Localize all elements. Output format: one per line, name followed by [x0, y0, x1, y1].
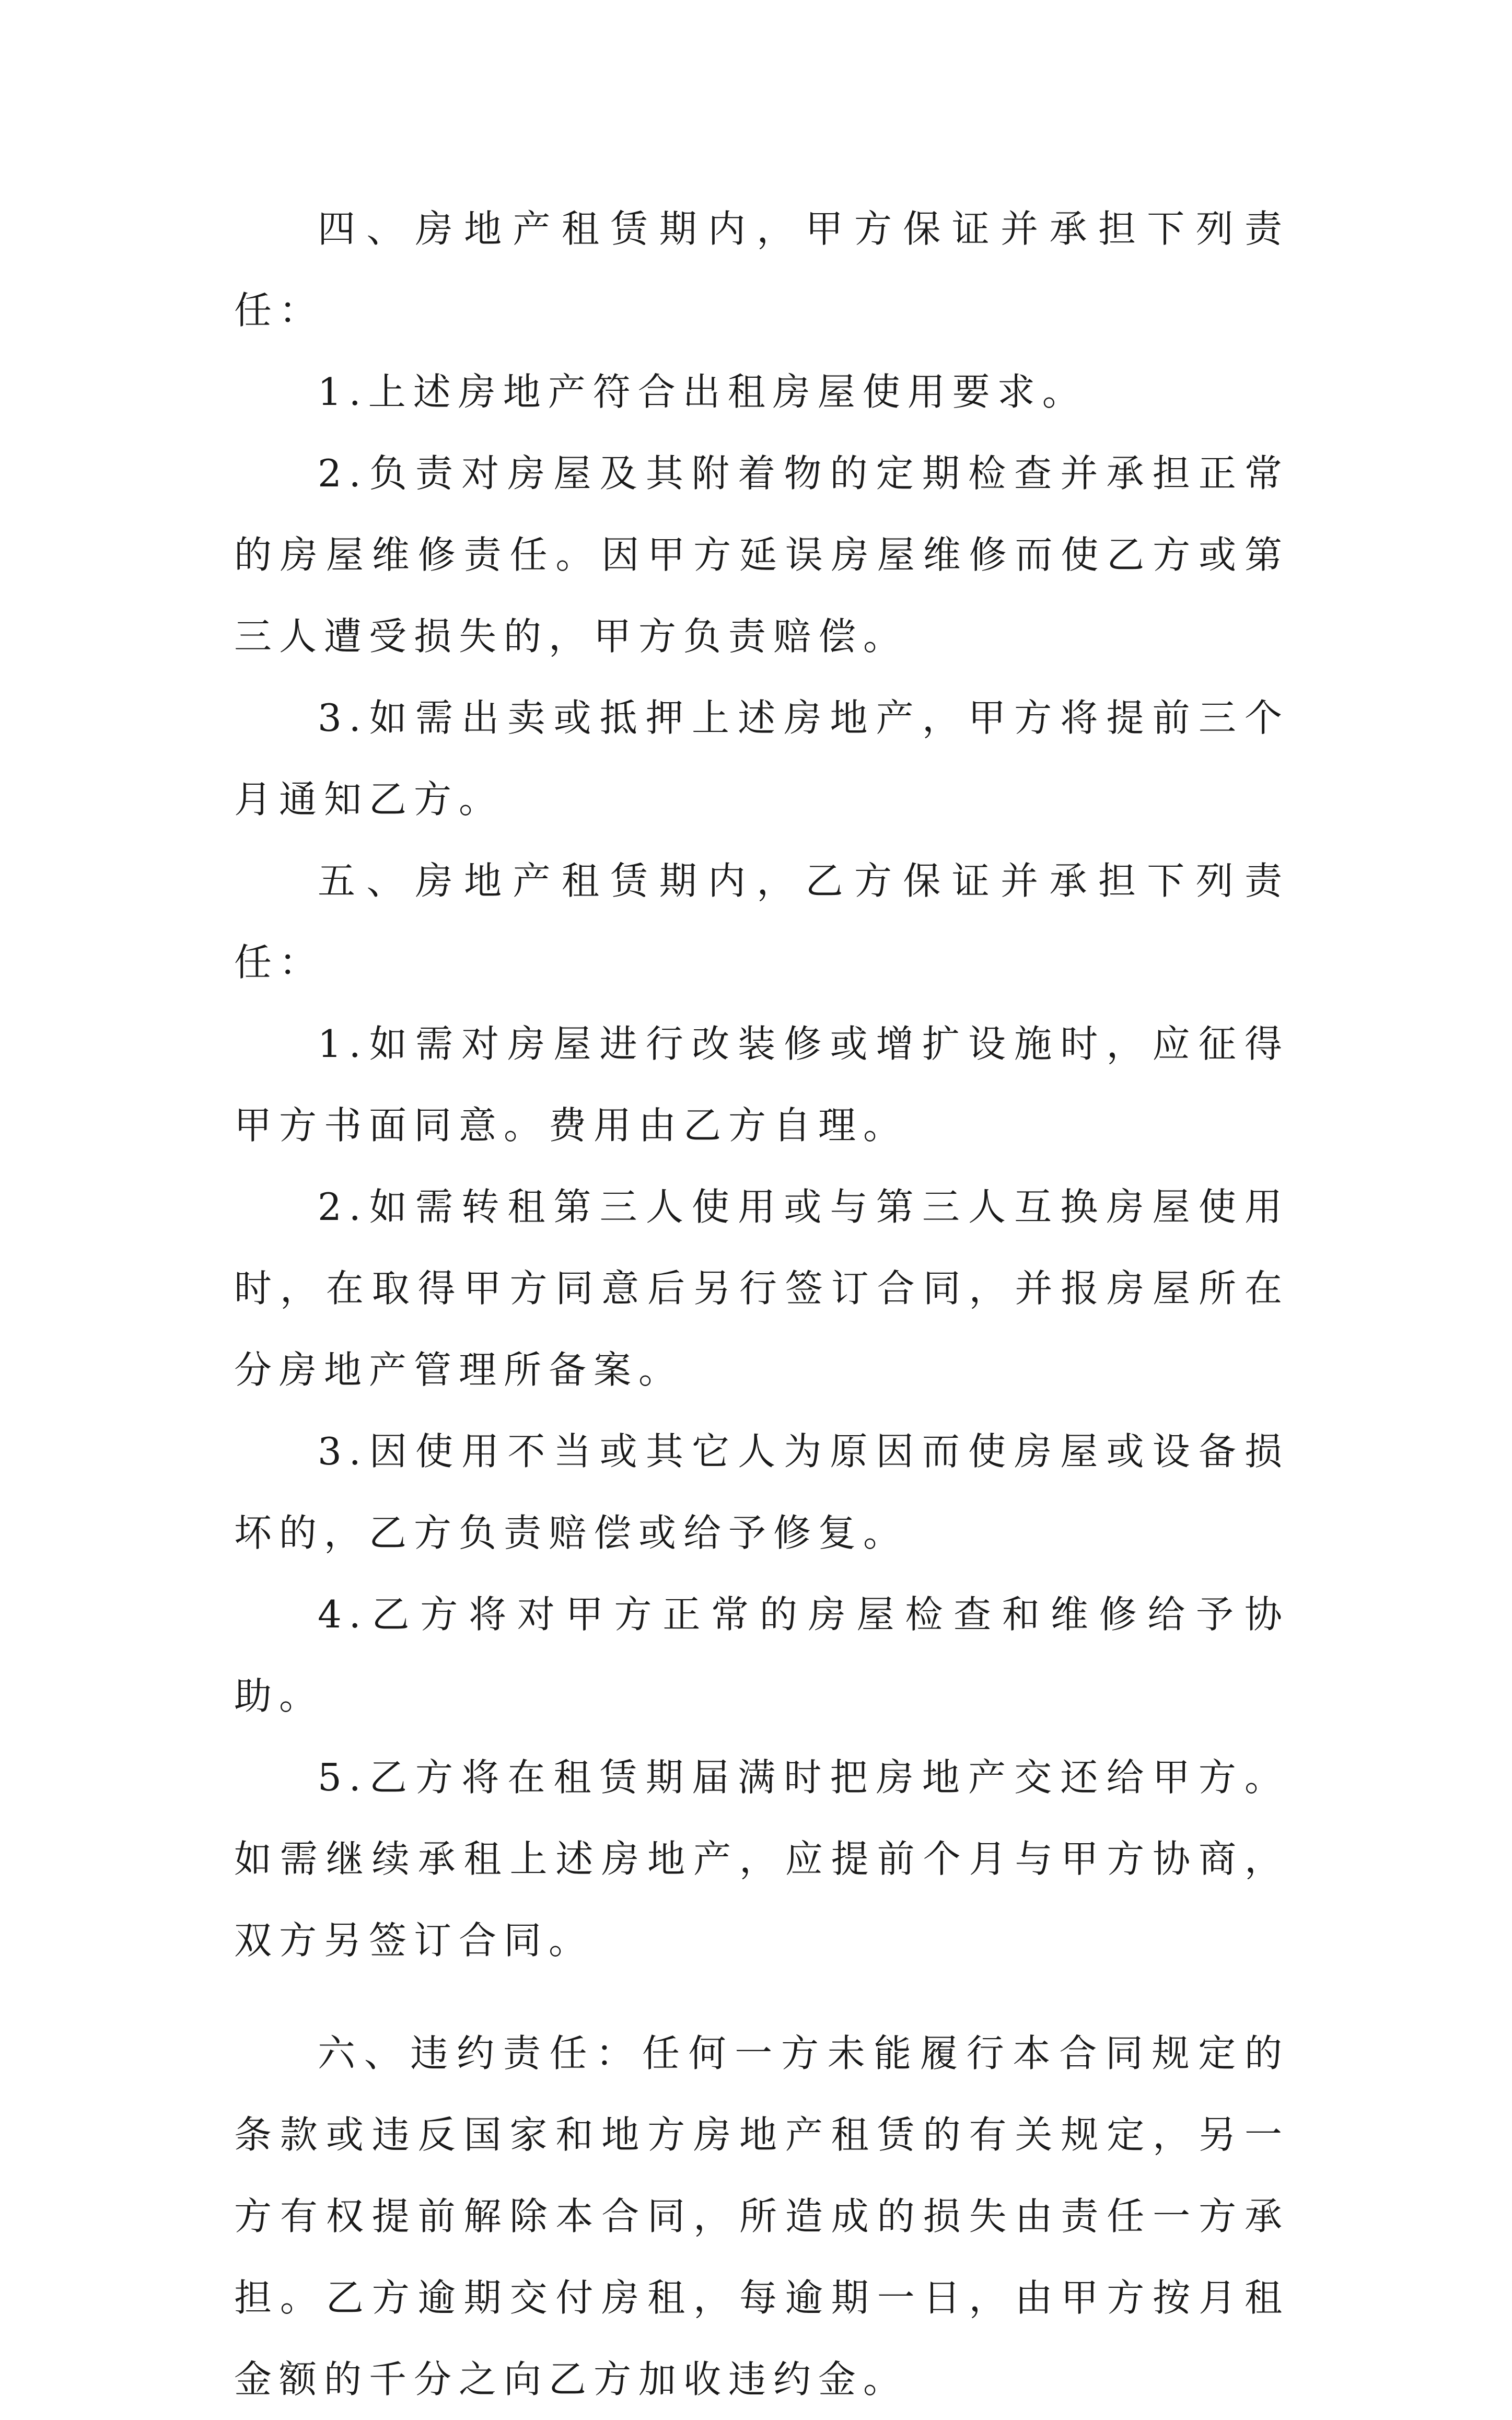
section-five-item-2: 2.如需转租第三人使用或与第三人互换房屋使用时，在取得甲方同意后另行签订合同，并报房屋所在分房地产管理所备案。 [234, 1185, 1289, 1392]
section-four-heading: 四、房地产租赁期内，甲方保证并承担下列责任： [234, 207, 1289, 332]
section-five-item-4: 4.乙方将对甲方正常的房屋检查和维修给予协助。 [234, 1592, 1289, 1718]
section-four-item-3: 3.如需出卖或抵押上述房地产，甲方将提前三个月通知乙方。 [234, 696, 1289, 821]
section-four-item-2: 2.负责对房屋及其附着物的定期检查并承担正常的房屋维修责任。因甲方延误房屋维修而使乙方或第三人遭受损失的，甲方负责赔偿。 [234, 451, 1289, 658]
section-four-item-1: 1.上述房地产符合出租房屋使用要求。 [318, 370, 1087, 414]
section-five-item-3: 3.因使用不当或其它人为原因而使房屋或设备损坏的，乙方负责赔偿或给予修复。 [234, 1429, 1289, 1555]
document-body [234, 188, 1289, 2420]
section-six-breach-liability: 六、违约责任：任何一方未能履行本合同规定的条款或违反国家和地方房地产租赁的有关规定，另一方有权提前解除本合同，所造成的损失由责任一方承担。乙方逾期交付房租，每逾期一日，由甲方按月租金额的千分之向乙方加收违约金。 [234, 2031, 1289, 2401]
section-five-item-1: 1.如需对房屋进行改装修或增扩设施时，应征得甲方书面同意。费用由乙方自理。 [234, 1022, 1289, 1147]
section-five-item-5: 5.乙方将在租赁期届满时把房地产交还给甲方。如需继续承租上述房地产，应提前个月与甲方协商，双方另签订合同。 [234, 1755, 1289, 1962]
section-five-heading: 五、房地产租赁期内，乙方保证并承担下列责任： [234, 859, 1289, 984]
